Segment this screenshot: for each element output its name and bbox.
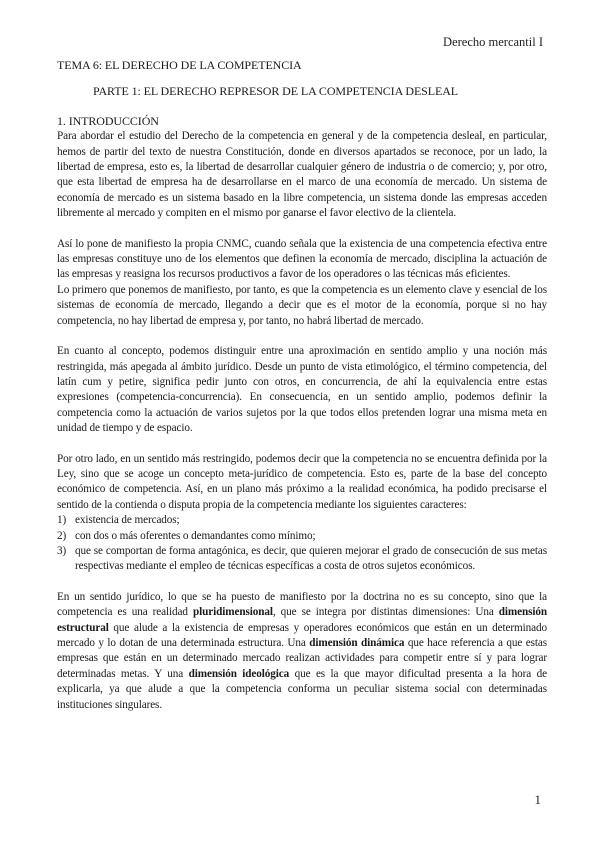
paragraph-5: Por otro lado, en un sentido más restringido, podemos decir que la competencia no se encuentra definida por la Ley, sino que se acoge un concepto meta-jurídico de competencia. Esto es, parte de la base del concepto económico de competencia. Así, en un plano más próximo a la realidad económica, ha podido precisarse el sentido de la contienda o disputa propia de la competencia mediante los siguientes caracteres: (57, 452, 547, 511)
list-item (57, 513, 547, 528)
list-item-number: 2) (57, 529, 67, 542)
paragraph-final (57, 590, 547, 713)
list-item-number: 3) (57, 544, 67, 557)
section-title: 1. INTRODUCCIÓN (57, 113, 159, 128)
bold-term-structural: dimensión estructural (57, 606, 547, 634)
text-run: que alude a la existencia de empresas y operadores económicos que están en un determinado mercado y lo dotan de una determinada estructura. Una (57, 621, 547, 649)
paragraph-2: Así lo pone de manifiesto la propia CNMC, cuando señala que la existencia de una competencia efectiva entre las empresas constituye uno de los elementos que definen la economía de mercado, disciplina la actuación de las empresas y reasigna los recursos productivos a favor de los operadores o las técnicas más eficientes. (57, 237, 547, 281)
part-title: PARTE 1: EL DERECHO REPRESOR DE LA COMPETENCIA DESLEAL (93, 84, 459, 99)
list-item-text: con dos o más oferentes o demandantes como mínimo; (75, 529, 316, 542)
text-run: En un sentido jurídico, lo que se ha puesto de manifiesto por la doctrina no es su concepto, sino que la competencia es una realidad (57, 590, 547, 619)
paragraph-gap (57, 329, 547, 344)
paragraph-4: En cuanto al concepto, podemos distinguir entre una aproximación en sentido amplio y una noción más restringida, más apegada al ámbito jurídico. Desde un punto de vista etimológico, el término competencia, del latín cum y petire, significa pedir junto con otros, en concurrencia, de ahí la equivalencia entre estas expresiones (competencia-concurrencia). En consecuencia, en un sentido amplio, podemos definir la competencia como la actuación de varios sujetos por la que todos ellos pretenden lograr una misma meta en unidad de tiempo y de espacio. (57, 345, 547, 435)
criteria-list (57, 513, 547, 575)
paragraph-3: Lo primero que ponemos de manifiesto, por tanto, es que la competencia es un elemento clave y esencial de los sistemas de economía de mercado, llegando a decir que es el motor de la economía, porque si no hay competencia, no hay libertad de empresa y, por tanto, no habrá libertad de mercado. (57, 283, 547, 327)
list-item-text: existencia de mercados; (75, 514, 180, 527)
text-run: , que se integra por distintas dimensiones: Una (272, 606, 499, 619)
paragraph-1: Para abordar el estudio del Derecho de la competencia en general y de la competencia desleal, en particular, hemos de partir del texto de nuestra Constitución, donde en diversos apartados se reconoce, por un lado, la libertad de empresa, esto es, la libertad de desarrollar cualquier género de industria o de comercio; y, por otro, que esta libertad de empresa ha de desarrollarse en el marco de una economía de mercado. Un sistema de economía de mercado es un sistema basado en la libre competencia, un sistema donde las empresas acceden libremente al mercado y compiten en el mismo por ganarse el favor electivo de la clientela. (57, 130, 547, 220)
bold-term-pluridimensional: pluridimensional (193, 606, 273, 619)
page-number: 1 (534, 792, 541, 807)
text-run: que es la que mayor dificultad presenta a la hora de explicarla, ya que alude a que la competencia conforma un peculiar sistema social con determinadas instituciones singulares. (57, 667, 547, 711)
list-item (57, 529, 547, 544)
page-content (57, 58, 547, 713)
running-header: Derecho mercantil I (443, 35, 543, 49)
bold-term-ideological: dimensión ideológica (188, 667, 290, 680)
paragraph-gap (57, 437, 547, 452)
paragraph-gap (57, 222, 547, 237)
list-item (57, 544, 547, 575)
paragraph-gap (57, 575, 547, 590)
topic-title: TEMA 6: EL DERECHO DE LA COMPETENCIA (57, 58, 302, 72)
list-item-text: que se comportan de forma antagónica, es decir, que quieren mejorar el grado de consecución de sus metas respectivas mediante el empleo de técnicas específicas a costa de otros sujetos económicos. (75, 544, 547, 573)
text-run: que hace referencia a que estas empresas que están en un determinado mercado realizan actividades para competir entre sí y para lograr determinadas metas. Y una (57, 637, 548, 680)
list-item-number: 1) (57, 514, 67, 527)
bold-term-dynamic: dimensión dinámica (309, 637, 405, 649)
